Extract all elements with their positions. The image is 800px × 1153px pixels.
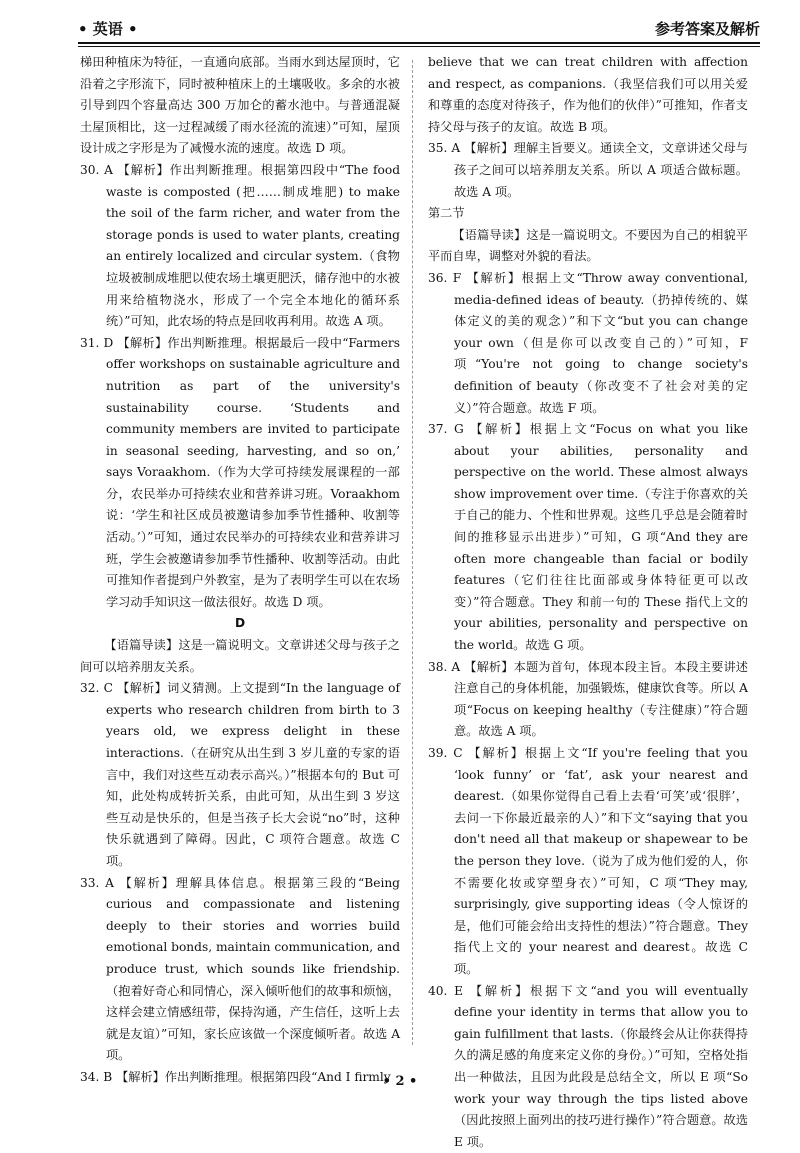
header-rule bbox=[78, 42, 760, 44]
answer-explanation: 38. A 【解析】本题为首句，体现本段主旨。本段主要讲述注意自己的身体机能，加强锻炼，健康饮食等。所以 A 项“Focus on keeping healthy（专注健康）”符合题意。故选 A 项。 bbox=[428, 659, 748, 739]
column-divider bbox=[412, 60, 413, 1045]
paragraph: 【语篇导读】这是一篇说明文。文章讲述父母与孩子之间可以培养朋友关系。 bbox=[80, 638, 400, 674]
answer-explanation: 32. C 【解析】词义猜测。上文提到“In the language of experts who research children from birth to 3 years old, we express delight in these interactions.（在研究从出生到 3 岁儿童的专家的语言中，我们对这些互动表示高兴。）”根据本句的 But 可知，此处构成转折关系，由此可知，从出生到 3 岁这些互动是快乐的，但是当孩子长大会说“no”时，这种快乐就遇到了障碍。因此，C 项符合题意。故选 C 项。 bbox=[80, 681, 400, 868]
paragraph: 梯田种植床为特征，一直通向底部。当雨水到达屋顶时，它沿着之字形流下，同时被种植床上的土壤吸收。多余的水被引导到四个容量高达 300 万加仑的蓄水池中。与普通混凝土屋顶相比，这一过程减缓了雨水径流的流速）”可知，屋顶设计成之字形是为了减慢水流的速度。故选 D 项。 bbox=[80, 55, 400, 156]
answer-explanation: 40. E 【解析】根据下文“and you will eventually define your identity in terms that allow you to gain fulfillment that lasts.（你最终会从让你获得持久的满足感的角度来定义你的身份。）”可知，空格处指出一种做法，且因为此段是总结全文，所以 E 项“So work your way through the tips listed above（因此按照上面列出的技巧进行操作）”符合题意。故选 E 项。 bbox=[428, 983, 748, 1149]
page-number: • 2 • bbox=[382, 1074, 418, 1089]
answer-explanation: 30. A 【解析】作出判断推理。根据第四段中“The food waste is composted (把……制成堆肥) to make the soil of the farm richer, and water from the storage ponds is used to water plants, creating an entirely localized and circular system.（食物垃圾被制成堆肥以使农场土壤更肥沃，储存池中的水被用来给植物浇水，形成了一个完全本地化的循环系统）”可知，此农场的特点是回收再利用。故选 A 项。 bbox=[80, 162, 400, 329]
answer-explanation: 37. G 【解析】根据上文“Focus on what you like about your abilities, personality and perspective on the world. These almost always show improvement over time.（专注于你喜欢的关于自己的能力、个性和世界观。这些几乎总是会随着时间的推移显示出进步）”可知，G 项“And they are often more changeable than facial or bodily features（它们往往比面部或身体特征更可以改变）”符合题意。They 和前一句的 These 指代上文的 your abilities, personality and perspective on the world。故选 G 项。 bbox=[428, 422, 748, 653]
answer-explanation: 33. A 【解析】理解具体信息。根据第三段的“Being curious and compassionate and listening deeply to their stories and worries build emotional bonds, maintain communication, and produce trust, which sounds like friendship.（抱着好奇心和同情心，深入倾听他们的故事和烦恼，这样会建立情感纽带，保持沟通，产生信任，这听上去就是友谊）”可知，家长应该做一个深度倾听者。故选 A 项。 bbox=[80, 875, 400, 1063]
passage-label: D bbox=[234, 616, 246, 631]
right-column bbox=[428, 52, 748, 1153]
page-header bbox=[78, 14, 760, 40]
header-rule-thin bbox=[78, 46, 760, 47]
answer-explanation: 31. D 【解析】作出判断推理。根据最后一段中“Farmers offer workshops on sustainable agriculture and nutrition as part of the university's sustainability course. ‘Students and community members are invited to participate in seasonal seeding, harvesting, and so on,’ says Voraakhom.（作为大学可持续发展课程的一部分，农民举办可持续农业和营养讲习班。Voraakhom 说：‘学生和社区成员被邀请参加季节性播种、收割等活动。’）”可知，通过农民举办的可持续农业和营养讲习班，学生会被邀请参加季节性播种、收割等活动。由此可推知作者提到户外教室，是为了表明学生可以在农场学习动手知识这一做法很好。故选 D 项。 bbox=[80, 335, 400, 609]
section-title: 参考答案及解析 bbox=[654, 20, 760, 38]
paragraph: 第二节 bbox=[428, 206, 465, 221]
paragraph: believe that we can treat children with affection and respect, as companions.（我坚信我们可以用关爱和尊重的态度对待孩子，作为他们的伙伴）”可推知，作者支持父母与孩子的友谊。故选 B 项。 bbox=[428, 55, 748, 134]
answer-explanation: 35. A 【解析】理解主旨要义。通读全文，文章讲述父母与孩子之间可以培养朋友关系。所以 A 项适合做标题。故选 A 项。 bbox=[428, 141, 748, 199]
answer-explanation: 39. C 【解析】根据上文“If you're feeling that you ‘look funny’ or ‘fat’, ask your nearest and dearest.（如果你觉得自己看上去看‘可笑’或‘很胖’，去问一下你最近最亲的人）”和下文“saying that you don't need all that makeup or shapewear to be the person they love.（说为了成为他们爱的人，你不需要化妆或穿塑身衣）”可知，C 项“They may, surprisingly, give supporting ideas（令人惊讶的是，他们可能会给出支持性的想法）”符合题意。They 指代上文的 your nearest and dearest。故选 C 项。 bbox=[428, 746, 748, 976]
subject-label: • 英语 • bbox=[78, 20, 138, 38]
answer-explanation: 36. F 【解析】根据上文“Throw away conventional, media-defined ideas of beauty.（扔掉传统的、媒体定义的美的观念）”和下文“but you can change your own（但是你可以改变自己的）”可知，F 项“You're not going to change society's definition of beauty（你改变不了社会对美的定义）”符合题意。故选 F 项。 bbox=[428, 270, 748, 415]
answer-explanation: 34. B 【解析】作出判断推理。根据第四段“And I firmly bbox=[80, 1069, 391, 1084]
left-column bbox=[80, 52, 400, 1089]
paragraph: 【语篇导读】这是一篇说明文。不要因为自己的相貌平平而自卑，调整对外貌的看法。 bbox=[428, 227, 748, 264]
